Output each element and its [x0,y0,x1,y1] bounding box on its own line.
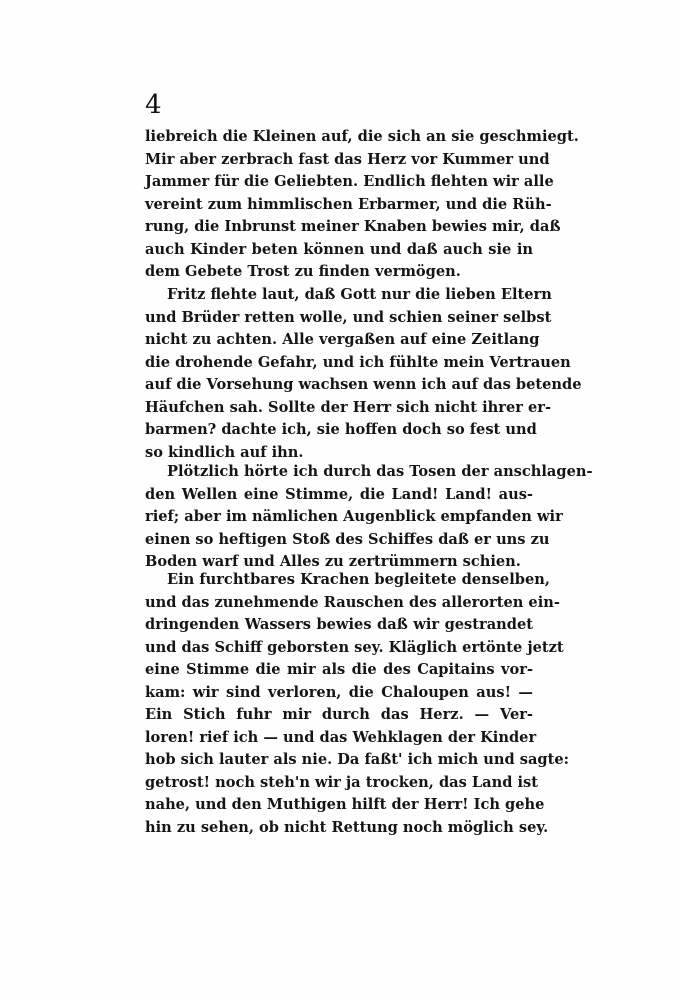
text-line: Fritz flehte laut, daß Gott nur die lieben Eltern [167,286,552,303]
text-line: eine Stimme die mir als die des Capitains vor- [145,661,533,678]
text-line: auch Kinder beten können und daß auch sie in [145,240,533,258]
paragraph-3 [145,461,593,574]
text-line: nahe, und den Muthigen hilft der Herr! Ich gehe [145,796,545,813]
paragraph-4 [145,569,570,839]
text-line: auf die Vorsehung wachsen wenn ich auf das betende [145,376,582,393]
text-line: barmen? dachte ich, sie hoffen doch so fest und [145,421,537,438]
page-number: 4 [145,90,162,120]
text-line: rief; aber im nämlichen Augenblick empfanden wir [145,508,563,525]
text-line: und Brüder retten wolle, und schien seiner selbst [145,308,552,326]
text-line: getrost! noch steh'n wir ja trocken, das Land ist [145,773,539,791]
text-line: nicht zu achten. Alle vergaßen auf eine Zeitlang [145,331,540,348]
text-line: Ein Stich fuhr mir durch das Herz. — Ver- [145,706,533,723]
text-line: Häufchen sah. Sollte der Herr sich nicht ihrer er- [145,398,552,416]
text-line: loren! rief ich — und das Wehklagen der Kinder [145,728,537,746]
text-line: die drohende Gefahr, und ich fühlte mein Vertrauen [145,353,571,371]
text-line: dringenden Wassers bewies daß wir gestrandet [145,616,533,633]
paragraph-1 [145,126,579,284]
text-line: kam: wir sind verloren, die Chaloupen aus! — [145,683,533,701]
text-line: dem Gebete Trost zu finden vermögen. [145,263,461,280]
text-line: und das Schiff geborsten sey. Kläglich ertönte jetzt [145,638,564,656]
paragraph-2 [145,284,582,464]
text-line: Ein furchtbares Krachen begleitete denselben, [167,571,550,588]
text-line: hob sich lauter als nie. Da faßt' ich mich und sagte: [145,751,570,768]
text-line: so kindlich auf ihn. [145,443,304,461]
text-line: und das zunehmende Rauschen des allerorten ein- [145,593,560,611]
text-line: Jammer für die Geliebten. Endlich flehten wir alle [145,173,554,190]
text-line: liebreich die Kleinen auf, die sich an sie geschmiegt. [145,128,579,145]
text-line: einen so heftigen Stoß des Schiffes daß er uns zu [145,530,550,548]
text-line: hin zu sehen, ob nicht Rettung noch möglich sey. [145,818,549,836]
text-line: Mir aber zerbrach fast das Herz vor Kummer und [145,150,550,168]
text-line: Boden warf und Alles zu zertrümmern schien. [145,553,521,570]
text-line: vereint zum himmlischen Erbarmer, und die Rüh- [145,195,552,213]
text-line: Plötzlich hörte ich durch das Tosen der anschlagen- [167,463,593,480]
text-line: den Wellen eine Stimme, die Land! Land! aus- [145,485,533,503]
text-line: rung, die Inbrunst meiner Knaben bewies mir, daß [145,218,561,235]
